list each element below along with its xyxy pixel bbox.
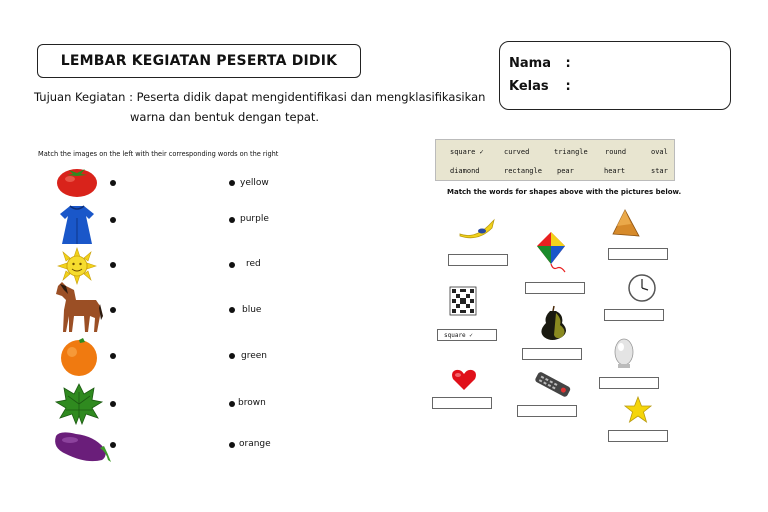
banana-picture [458,216,496,240]
left-dot[interactable] [110,217,116,223]
left-dot[interactable] [110,262,116,268]
right-dot[interactable] [229,262,235,268]
answer-box-star[interactable] [608,430,668,442]
color-word: orange [239,439,271,449]
shape-word-bank [435,139,675,181]
bank-word: square ✓ [450,148,484,156]
bank-word: star [651,167,668,175]
kite-picture [535,230,569,276]
answer-box-kite[interactable] [525,282,585,294]
color-word: red [246,259,261,269]
answer-box-pear[interactable] [522,348,582,360]
left-instruction: Match the images on the left with their corresponding words on the right [38,150,279,158]
color-word: purple [240,214,269,224]
eggplant-picture [50,426,112,466]
answer-box-egg[interactable] [599,377,659,389]
identity-box [499,41,731,110]
answer-box-pattern[interactable]: square ✓ [437,329,497,341]
left-dot[interactable] [110,442,116,448]
bank-word: triangle [554,148,588,156]
left-dot[interactable] [110,353,116,359]
color-word: yellow [240,178,269,188]
left-dot[interactable] [110,307,116,313]
bank-word: rectangle [504,167,542,175]
left-dot[interactable] [110,180,116,186]
right-dot[interactable] [229,353,235,359]
name-label: Nama [509,56,551,71]
right-dot[interactable] [229,307,235,313]
class-separator: : [565,79,571,94]
horse-picture [52,280,104,334]
right-dot[interactable] [229,401,235,407]
right-instruction: Match the words for shapes above with the pictures below. [447,188,682,196]
class-label: Kelas [509,79,549,94]
name-row [509,56,571,71]
dress-picture [58,204,96,246]
name-separator: : [565,56,571,71]
answer-box-remote[interactable] [517,405,577,417]
star-picture [624,396,652,424]
pear-picture [536,305,572,341]
right-dot[interactable] [229,180,235,186]
answer-box-heart[interactable] [432,397,492,409]
pattern-tile-picture [449,286,477,316]
bank-word: diamond [450,167,480,175]
tomato-picture [54,162,100,198]
answer-box-samosa[interactable] [608,248,668,260]
remote-control-picture [532,367,574,401]
color-word: brown [238,398,266,408]
bank-word: round [605,148,627,156]
color-word: green [241,351,267,361]
leaf-picture [54,382,104,426]
bank-word: pear [557,167,574,175]
egg-picture [612,336,636,370]
answer-box-banana[interactable] [448,254,508,266]
answer-box-clock[interactable] [604,309,664,321]
bank-word: oval [651,148,668,156]
bank-word: heart [604,167,626,175]
worksheet-title: LEMBAR KEGIATAN PESERTA DIDIK [37,44,361,78]
right-dot[interactable] [229,217,235,223]
goal-text-line1: Tujuan Kegiatan : Peserta didik dapat mengidentifikasi dan mengklasifikasikan [34,90,486,104]
right-dot[interactable] [229,442,235,448]
orange-picture [55,337,103,377]
goal-text-line2: warna dan bentuk dengan tepat. [130,110,320,124]
left-dot[interactable] [110,401,116,407]
color-word: blue [242,305,262,315]
clock-picture [627,273,657,303]
samosa-picture [611,208,641,238]
bank-word: curved [504,148,530,156]
class-row [509,79,571,94]
heart-picture [450,368,478,392]
